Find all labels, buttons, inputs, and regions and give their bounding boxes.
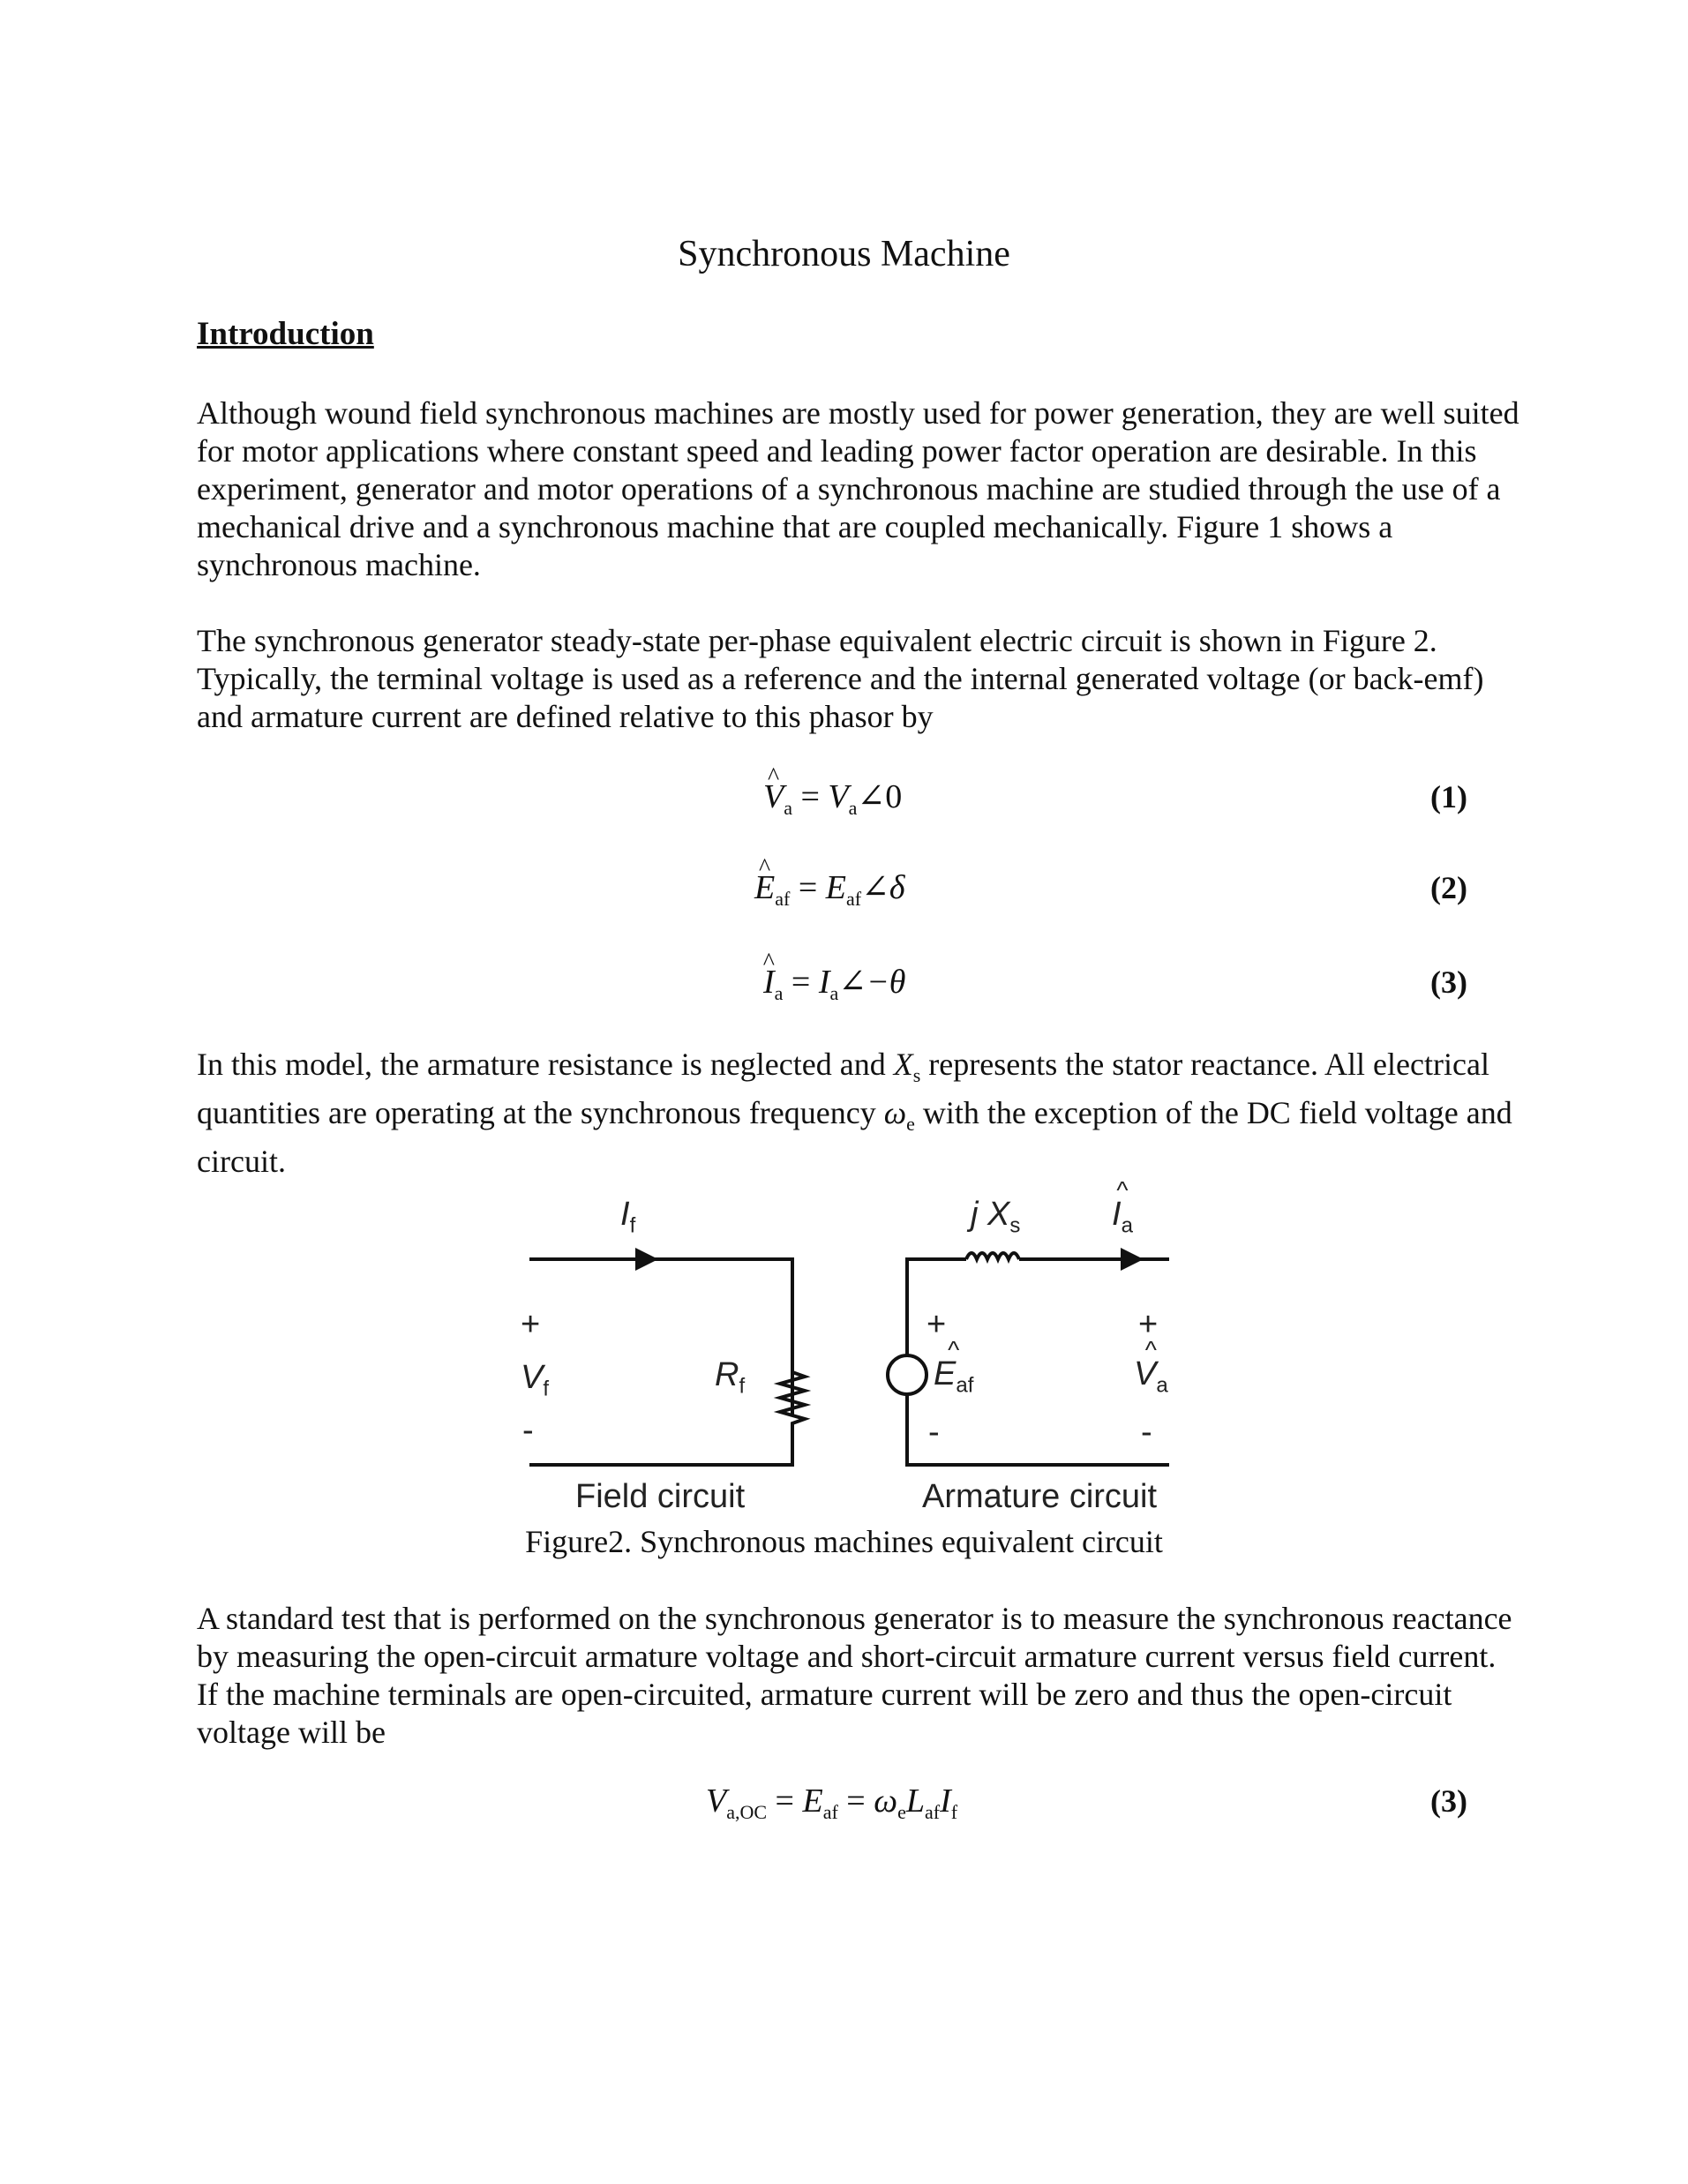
- reactance-inductor-icon: [966, 1253, 1019, 1259]
- equation-4-i-sub: f: [950, 1801, 958, 1823]
- armature-plus-left-label: +: [927, 1306, 947, 1343]
- equation-3-rhs-sub: a: [829, 982, 839, 1004]
- symbol-x: X: [893, 1047, 913, 1082]
- equation-4-lhs-sub: a,OC: [726, 1801, 768, 1823]
- field-current-arrow-icon: [635, 1248, 658, 1271]
- equation-2-number: (2): [1430, 870, 1467, 905]
- field-wire-top: [529, 1259, 792, 1416]
- field-voltage-label: $V_f$: [521, 1359, 550, 1401]
- paragraph-model-part-a: In this model, the armature resistance is neglected and: [197, 1047, 894, 1082]
- equation-4-l-sub: af: [924, 1801, 941, 1823]
- equation-3-rhs: I: [818, 964, 830, 1001]
- equation-1-rhs: V: [828, 778, 849, 815]
- page-title: Synchronous Machine: [678, 234, 1010, 274]
- symbol-x-sub: s: [912, 1064, 921, 1087]
- paragraph-model-part-b: represents the stator reactance. All electrical quantities are operating at the synchronous frequency: [197, 1047, 1489, 1131]
- symbol-omega: ω: [883, 1095, 907, 1131]
- equation-4-e-sub: af: [822, 1801, 838, 1823]
- symbol-omega-sub: e: [906, 1113, 915, 1136]
- equation-2: ^ $E_{af}$ = $E_{af}\angle\delta$: [754, 867, 905, 919]
- reactance-label: j $X_s$: [971, 1196, 1021, 1238]
- equation-3-angle: ∠−θ: [838, 964, 906, 1001]
- figure-caption: Figure2. Synchronous machines equivalent circuit: [525, 1524, 1163, 1559]
- paragraph-model-part-c: with the exception of the DC field voltage and circuit.: [197, 1095, 1512, 1180]
- field-plus-label: +: [521, 1306, 541, 1343]
- equivalent-circuit-figure: [494, 1174, 1200, 1518]
- section-heading: Introduction: [197, 316, 374, 352]
- equation-2-angle: ∠δ: [861, 869, 905, 906]
- equation-1-rhs-sub: a: [848, 797, 858, 819]
- paragraph-test: A standard test that is performed on the synchronous generator is to measure the synchronous reactance by measuring the open-circuit armature voltage and short-circuit armature current versus field current. If the machine terminals are open-circuited, armature current will be zero and thus the open-circuit voltage will be: [197, 1601, 1512, 1750]
- equation-2-rhs: E: [825, 869, 846, 906]
- equation-2-lhs: ^ E: [754, 867, 775, 908]
- armature-minus-right-label: -: [1141, 1414, 1152, 1451]
- equation-2-lhs-sub: af: [775, 888, 791, 910]
- equation-4-number: (3): [1430, 1783, 1467, 1819]
- equation-4-l: L: [905, 1782, 925, 1820]
- equation-3-number: (3): [1430, 964, 1467, 1000]
- paragraph-intro: Although wound field synchronous machines are mostly used for power generation, they are well suited for motor applications where constant speed and leading power factor operation are desirable. In this experiment, generator and motor operations of a synchronous machine are studied through the use of a mechanical drive and a synchronous machine that are coupled mechanically. Figure 1 shows a synchronous machine.: [197, 395, 1519, 582]
- armature-circuit-title: Armature circuit: [922, 1478, 1158, 1515]
- emf-label: ^ $E_{af}$: [934, 1355, 973, 1399]
- armature-wire-bottom: [907, 1394, 1169, 1465]
- equation-4-i: I: [940, 1782, 951, 1820]
- field-minus-label: -: [522, 1412, 534, 1449]
- paragraph-model: [197, 1046, 1520, 1181]
- paragraph-circuit-intro: The synchronous generator steady-state per-phase equivalent electric circuit is shown in Figure 2. Typically, the terminal voltage is used as a reference and the internal generated voltage (or back-emf) and armature current are defined relative to this phasor by: [197, 623, 1484, 734]
- equation-2-rhs-sub: af: [845, 888, 862, 910]
- equation-1-number: (1): [1430, 779, 1467, 814]
- equation-4-omega: ω: [874, 1782, 898, 1820]
- equation-3-lhs-sub: a: [774, 982, 784, 1004]
- equation-1-lhs: ^ V: [763, 777, 784, 817]
- emf-source-icon: [888, 1355, 927, 1394]
- armature-current-arrow-icon: [1121, 1248, 1144, 1271]
- equation-4: $V_{a,OC} = E_{af} = \omega_eL_{af}I_f$: [706, 1782, 958, 1823]
- armature-minus-left-label: -: [928, 1414, 940, 1451]
- field-resistor-label: $R_f$: [715, 1356, 746, 1399]
- equation-3: ^ $I_a$ = $I_a\angle-\theta$: [763, 962, 905, 1014]
- equation-4-e: E: [802, 1782, 823, 1820]
- circuit-drawing: [494, 1174, 1200, 1518]
- equation-4-lhs: V: [706, 1782, 727, 1820]
- armature-plus-right-label: +: [1138, 1306, 1159, 1343]
- equation-4-omega-sub: e: [897, 1801, 906, 1823]
- equation-3-lhs: ^ I: [763, 962, 775, 1002]
- armature-current-label: ^ $I_a$: [1112, 1196, 1133, 1239]
- field-circuit-title: Field circuit: [575, 1478, 746, 1515]
- equation-1-angle: ∠0: [857, 778, 903, 815]
- field-wire-bottom: [529, 1438, 792, 1465]
- field-current-label: $I_f$: [620, 1196, 636, 1238]
- armature-voltage-label: ^ $V_a$: [1134, 1355, 1168, 1399]
- equation-1: ^ $V_a$ = $V_a\angle 0$: [763, 777, 902, 829]
- equation-1-lhs-sub: a: [784, 797, 792, 819]
